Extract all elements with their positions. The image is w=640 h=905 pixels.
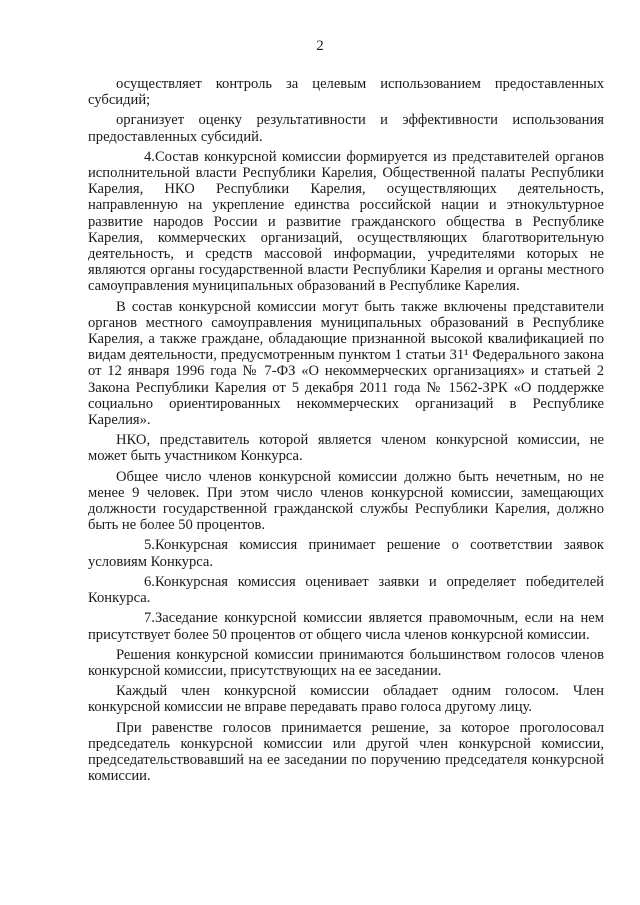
paragraph-one-vote [88, 683, 604, 715]
paragraph-item-5 [88, 537, 604, 569]
paragraph-text: Состав конкурсной комиссии формируется из представителей органов исполнительной власти Республики Карелия, Общественной палаты Республики Карелия, НКО Республики Карелия, осуществляющих деятельность, направленную на укрепление единства российской нации и этнокультурное развитие народов России и развитие гражданского общества в Республике Карелия, коммерческих организаций, осуществляющих благотворительную деятельность, и средств массовой информации, учредителями которых не являются органы государственной власти Республики Карелия и органы местного самоуправления муниципальных образований в Республике Карелия. [88, 148, 604, 295]
paragraph-majority [88, 647, 604, 679]
page-number: 2 [316, 38, 324, 54]
item-number: 6. [144, 573, 155, 590]
paragraph-evaluation [88, 112, 604, 144]
paragraph-text: Общее число членов конкурсной комиссии должно быть нечетным, но не менее 9 человек. При этом число членов конкурсной комиссии, замещающих должности государственной гражданской службы Республики Карелия, должно быть не более 50 процентов. [88, 468, 604, 534]
paragraph-item-7 [88, 610, 604, 642]
paragraph-text: осуществляет контроль за целевым использованием предоставленных субсидий; [88, 76, 604, 109]
paragraph-item-6 [88, 574, 604, 606]
paragraph-text: Конкурсная комиссия оценивает заявки и определяет победителей Конкурса. [88, 573, 604, 607]
paragraph-item-4 [88, 149, 604, 295]
paragraph-nko-restriction [88, 432, 604, 464]
paragraph-tie-vote [88, 720, 604, 785]
item-number: 7. [144, 610, 155, 627]
paragraph-text: В состав конкурсной комиссии могут быть также включены представители органов местного самоуправления муниципальных образований в Республике Карелия, а также граждане, обладающие признанной высокой квалификацией по видам деятельности, предусмотренным пунктом 1 статьи 31¹ Федерального закона от 12 января 1996 года № 7-ФЗ «О некоммерческих организациях» и статьей 2 Закона Республики Карелия от 5 декабря 2011 года № 1562-ЗРК «О поддержке социально ориентированных некоммерческих организаций в Республике Карелия». [88, 298, 604, 429]
item-number: 4. [144, 148, 155, 165]
item-number: 5. [144, 537, 155, 554]
paragraph-text: Каждый член конкурсной комиссии обладает одним голосом. Член конкурсной комиссии не вправе передавать право голоса другому лицу. [88, 683, 604, 716]
paragraph-text: Решения конкурсной комиссии принимаются большинством голосов членов конкурсной комиссии, присутствующих на ее заседании. [88, 646, 604, 679]
paragraph-member-count [88, 469, 604, 534]
paragraph-oversight [88, 76, 604, 108]
paragraph-text: организует оценку результативности и эффективности использования предоставленных субсидий. [88, 112, 604, 145]
paragraph-text: Конкурсная комиссия принимает решение о соответствии заявок условиям Конкурса. [88, 537, 604, 570]
document-body [88, 76, 604, 788]
paragraph-text: При равенстве голосов принимается решение, за которое проголосовал председатель конкурсной комиссии или другой член конкурсной комиссии, председательствовавший на ее заседании по поручению председателя конкурсной комиссии. [88, 719, 604, 785]
paragraph-additional-members [88, 299, 604, 429]
paragraph-text: Заседание конкурсной комиссии является правомочным, если на нем присутствует более 50 процентов от общего числа членов конкурсной комиссии. [88, 610, 604, 643]
paragraph-text: НКО, представитель которой является членом конкурсной комиссии, не может быть участником Конкурса. [88, 432, 604, 465]
